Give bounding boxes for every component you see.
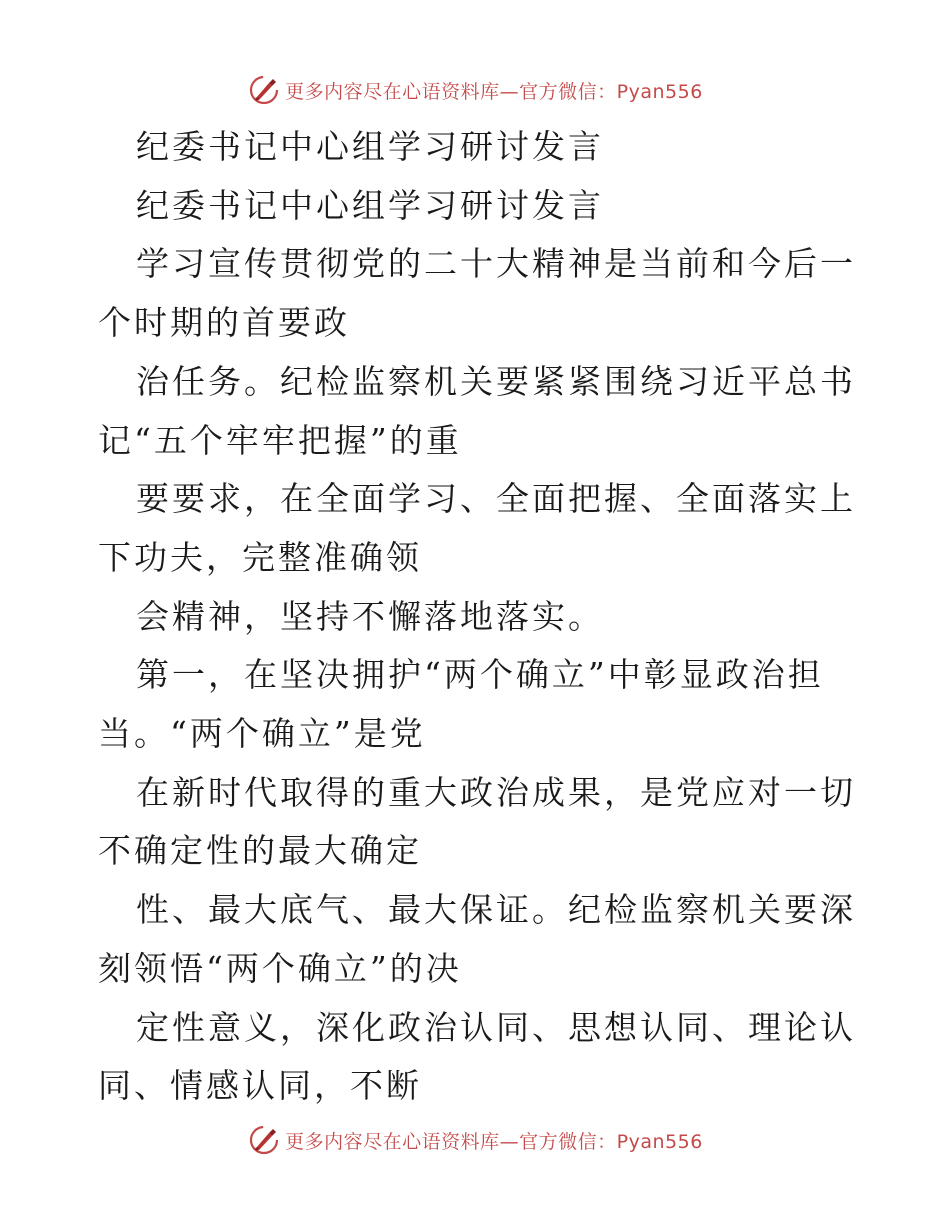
footer-banner-text: 更多内容尽在心语资料库—官方微信：Pyan556 [285,1130,703,1153]
doc-line: 要要求，在全面学习、全面把握、全面落实上下功夫，完整准确领 [98,479,856,577]
doc-line: 纪委书记中心组学习研讨发言 [136,127,604,166]
doc-line: 性、最大底气、最大保证。纪检监察机关要深刻领悟“两个确立”的决 [98,890,856,988]
pen-swirl-logo-icon [247,1123,281,1157]
pen-swirl-logo-icon [247,73,281,107]
header-banner-text: 更多内容尽在心语资料库—官方微信：Pyan556 [285,80,703,103]
header-banner [0,70,950,110]
doc-line: 定性意义，深化政治认同、思想认同、理论认同、情感认同，不断 [98,1007,856,1106]
doc-line: 学习宣传贯彻党的二十大精神是当前和今后一个时期的首要政 [98,244,856,343]
doc-line: 会精神，坚持不懈落地落实。 [136,596,604,636]
doc-line: 纪委书记中心组学习研讨发言 [136,185,604,225]
doc-line: 第一，在坚决拥护“两个确立”中彰显政治担当。“两个确立”是党 [98,655,824,754]
doc-line: 在新时代取得的重大政治成果，是党应对一切不确定性的最大确定 [98,772,856,871]
doc-line: 治任务。纪检监察机关要紧紧围绕习近平总书记“五个牢牢把握”的重 [98,361,856,460]
document-body [98,118,858,1116]
footer-banner [0,1120,950,1160]
